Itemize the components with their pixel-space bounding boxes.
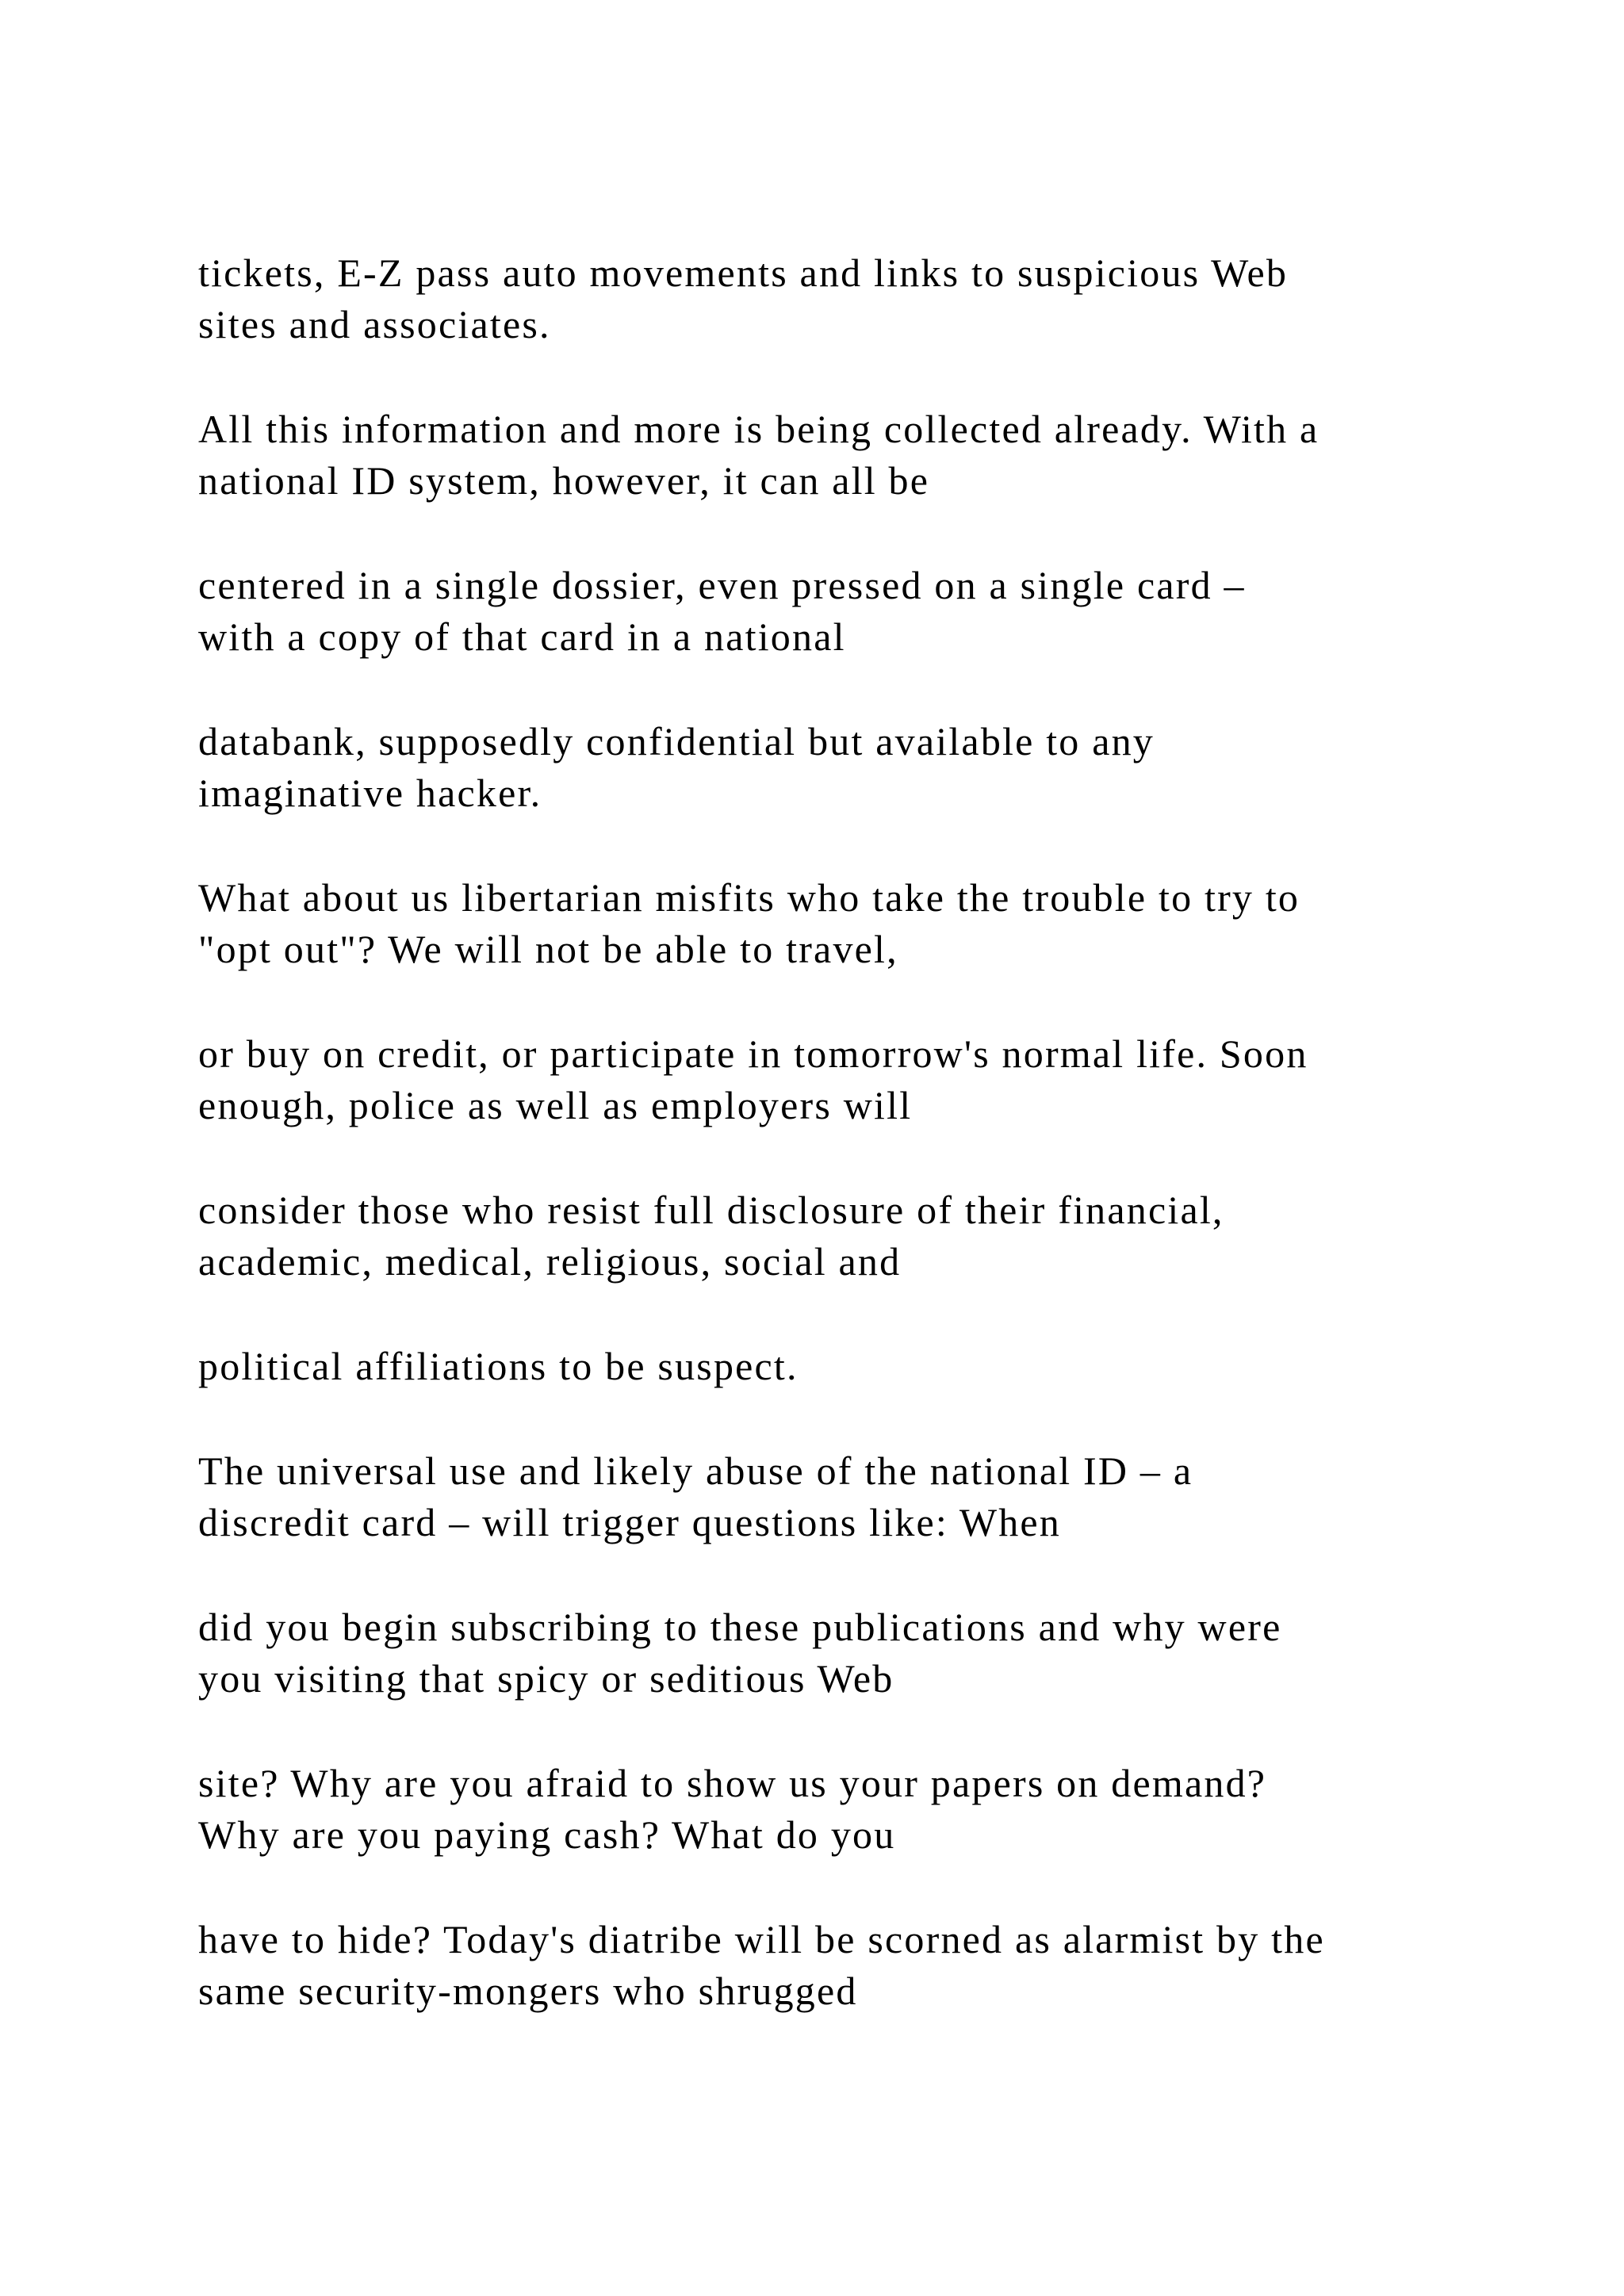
paragraph bbox=[198, 1341, 1546, 1392]
paragraph bbox=[198, 247, 1546, 350]
text-line: imaginative hacker. bbox=[198, 771, 542, 815]
text-line: What about us libertarian misfits who take the trouble to try to bbox=[198, 875, 1300, 920]
text-line: The universal use and likely abuse of the national ID – a bbox=[198, 1448, 1193, 1493]
text-line: national ID system, however, it can all be bbox=[198, 458, 930, 503]
text-line: did you begin subscribing to these publications and why were bbox=[198, 1605, 1282, 1649]
text-line: same security-mongers who shrugged bbox=[198, 1969, 858, 2013]
text-line: All this information and more is being collected already. With a bbox=[198, 407, 1320, 451]
paragraph bbox=[198, 872, 1546, 975]
text-line: sites and associates. bbox=[198, 302, 551, 346]
text-line: have to hide? Today's diatribe will be scorned as alarmist by the bbox=[198, 1917, 1325, 1961]
text-line: academic, medical, religious, social and bbox=[198, 1239, 902, 1284]
text-line: site? Why are you afraid to show us your papers on demand? bbox=[198, 1761, 1267, 1805]
text-line: centered in a single dossier, even pressed on a single card – bbox=[198, 563, 1246, 607]
paragraph bbox=[198, 1914, 1546, 2017]
text-line: Why are you paying cash? What do you bbox=[198, 1812, 896, 1857]
paragraph bbox=[198, 1184, 1546, 1288]
paragraph bbox=[198, 404, 1546, 507]
text-line: "opt out"? We will not be able to travel, bbox=[198, 927, 898, 971]
text-line: you visiting that spicy or seditious Web bbox=[198, 1656, 894, 1701]
text-line: discredit card – will trigger questions like: When bbox=[198, 1500, 1062, 1544]
text-line: consider those who resist full disclosure of their financial, bbox=[198, 1188, 1224, 1232]
text-line: or buy on credit, or participate in tomorrow's normal life. Soon bbox=[198, 1031, 1308, 1076]
paragraph bbox=[198, 1028, 1546, 1131]
text-line: tickets, E-Z pass auto movements and links to suspicious Web bbox=[198, 251, 1289, 295]
text-line: databank, supposedly confidential but available to any bbox=[198, 719, 1155, 763]
paragraph bbox=[198, 716, 1546, 819]
text-line: political affiliations to be suspect. bbox=[198, 1344, 799, 1388]
text-line: with a copy of that card in a national bbox=[198, 614, 846, 659]
document-text bbox=[198, 247, 1546, 2070]
paragraph bbox=[198, 1445, 1546, 1548]
paragraph bbox=[198, 1601, 1546, 1705]
text-line: enough, police as well as employers will bbox=[198, 1083, 913, 1127]
paragraph bbox=[198, 1758, 1546, 1861]
paragraph bbox=[198, 560, 1546, 663]
